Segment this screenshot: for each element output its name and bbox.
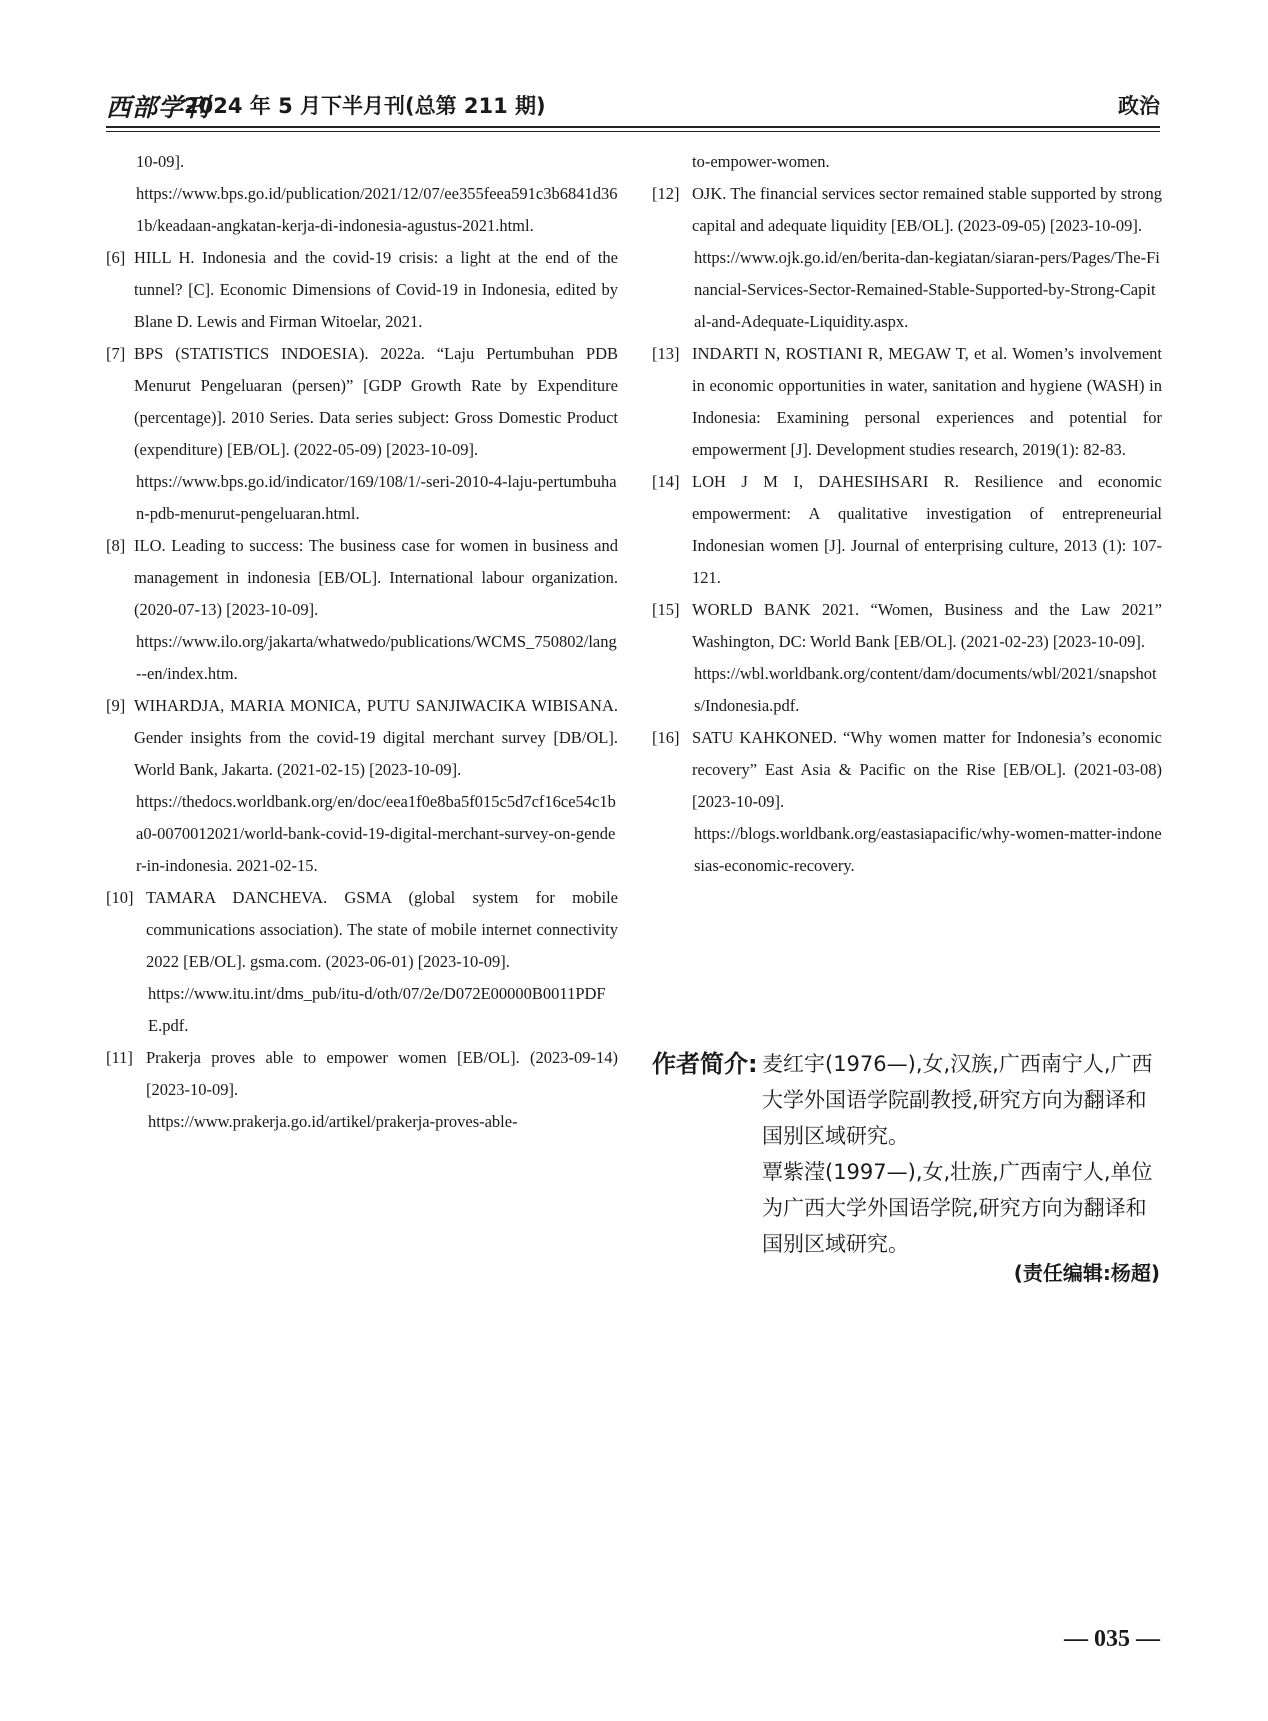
reference-14 (652, 466, 1162, 594)
ref5-continuation: 10-09]. (136, 152, 185, 171)
reference-url[interactable]: https://www.itu.int/dms_pub/itu-d/oth/07/2e/D072E00000B0011PDFE.pdf. (148, 984, 606, 1035)
reference-number: [15] (652, 600, 680, 619)
reference-text: BPS (STATISTICS INDOESIA). 2022a. “Laju Pertumbuhan PDB Menurut Pengeluaran (persen)” [GDP Growth Rate by Expenditure (percentage)]. 2010 Series. Data series subject: Gross Domestic Product (expenditure) [EB/OL]. (2022-05-09) [2023-10-09]. (134, 344, 618, 459)
reference-number: [11] (106, 1048, 133, 1067)
reference-16 (652, 722, 1162, 882)
reference-13 (652, 338, 1162, 466)
author-bio-label: 作者简介: (652, 1050, 758, 1078)
reference-15 (652, 594, 1162, 722)
journal-logo: 西部学刊 (106, 93, 211, 122)
reference-url[interactable]: https://wbl.worldbank.org/content/dam/documents/wbl/2021/snapshots/Indonesia.pdf. (694, 664, 1157, 715)
author-bio (652, 1046, 1164, 1262)
reference-number: [10] (106, 888, 134, 907)
reference-9 (106, 690, 618, 882)
author-2-bio: 覃紫滢(1997—),女,壮族,广西南宁人,单位为广西大学外国语学院,研究方向为翻译和国别区域研究。 (762, 1160, 1153, 1256)
reference-text: ILO. Leading to success: The business case for women in business and management in indonesia [EB/OL]. International labour organization. (2020-07-13) [2023-10-09]. (134, 536, 618, 619)
reference-number: [8] (106, 536, 126, 555)
reference-number: [16] (652, 728, 680, 747)
author-bio-text (762, 1046, 1164, 1262)
issue-info: 2024 年 5 月下半月刊(总第 211 期) (184, 94, 546, 118)
responsible-editor: (责任编辑:杨超) (1013, 1261, 1160, 1285)
reference-7 (106, 338, 618, 530)
reference-12 (652, 178, 1162, 338)
reference-text: Prakerja proves able to empower women [EB/OL]. (2023-09-14) [2023-10-09]. (146, 1048, 618, 1099)
reference-text: LOH J M I, DAHESIHSARI R. Resilience and economic empowerment: A qualitative investigation of entrepreneurial Indonesian women [J]. Journal of enterprising culture, 2013 (1): 107-121. (692, 472, 1162, 587)
reference-number: [9] (106, 696, 126, 715)
references-right-column (652, 146, 1162, 882)
reference-text: HILL H. Indonesia and the covid-19 crisis: a light at the end of the tunnel? [C]. Economic Dimensions of Covid-19 in Indonesia, edited by Blane D. Lewis and Firman Witoelar, 2021. (134, 248, 618, 331)
reference-text: TAMARA DANCHEVA. GSMA (global system for mobile communications association). The state of mobile internet connectivity 2022 [EB/OL]. gsma.com. (2023-06-01) [2023-10-09]. (146, 888, 618, 971)
references-left-column (106, 146, 618, 1138)
reference-text: SATU KAHKONED. “Why women matter for Indonesia’s economic recovery” East Asia & Pacific on the Rise [EB/OL]. (2021-03-08) [2023-10-09]. (692, 728, 1162, 811)
reference-number: [14] (652, 472, 680, 491)
reference-url[interactable]: https://blogs.worldbank.org/eastasiapacific/why-women-matter-indonesias-economic-recovery. (694, 824, 1162, 875)
reference-url[interactable]: https://www.bps.go.id/indicator/169/108/1/-seri-2010-4-laju-pertumbuhan-pdb-menurut-pengeluaran.html. (136, 472, 617, 523)
reference-url[interactable]: https://www.ilo.org/jakarta/whatwedo/publications/WCMS_750802/lang--en/index.htm. (136, 632, 617, 683)
ref11-url-continuation[interactable]: to-empower-women. (692, 152, 830, 171)
reference-number: [7] (106, 344, 126, 363)
ref5-url[interactable]: https://www.bps.go.id/publication/2021/12/07/ee355feea591c3b6841d361b/keadaan-angkatan-kerja-di-indonesia-agustus-2021.html. (136, 184, 618, 235)
reference-url[interactable]: https://thedocs.worldbank.org/en/doc/eea1f0e8ba5f015c5d7cf16ce54c1ba0-0070012021/world-bank-covid-19-digital-merchant-survey-on-gender-in-indonesia. 2021-02-15. (136, 792, 616, 875)
page-number: — 035 — (1064, 1626, 1160, 1652)
reference-6 (106, 242, 618, 338)
running-header (106, 86, 1160, 122)
reference-url[interactable]: https://www.prakerja.go.id/artikel/prakerja-proves-able- (148, 1112, 518, 1131)
reference-number: [12] (652, 184, 680, 203)
header-rule (106, 126, 1160, 132)
reference-8 (106, 530, 618, 690)
reference-number: [13] (652, 344, 680, 363)
author-1-bio: 麦红宇(1976—),女,汉族,广西南宁人,广西大学外国语学院副教授,研究方向为翻译和国别区域研究。 (762, 1052, 1153, 1148)
reference-10 (106, 882, 618, 1042)
reference-text: WIHARDJA, MARIA MONICA, PUTU SANJIWACIKA WIBISANA. Gender insights from the covid-19 digital merchant survey [DB/OL]. World Bank, Jakarta. (2021-02-15) [2023-10-09]. (134, 696, 618, 779)
reference-11 (106, 1042, 618, 1138)
section-title: 政治 (1118, 94, 1160, 118)
reference-text: INDARTI N, ROSTIANI R, MEGAW T, et al. Women’s involvement in economic opportunities in water, sanitation and hygiene (WASH) in Indonesia: Examining personal experiences and potential for empowerment [J]. Development studies research, 2019(1): 82-83. (692, 344, 1162, 459)
reference-number: [6] (106, 248, 126, 267)
reference-url[interactable]: https://www.ojk.go.id/en/berita-dan-kegiatan/siaran-pers/Pages/The-Financial-Services-Sector-Remained-Stable-Supported-by-Strong-Capital-and-Adequate-Liquidity.aspx. (694, 248, 1160, 331)
reference-text: WORLD BANK 2021. “Women, Business and the Law 2021” Washington, DC: World Bank [EB/OL]. (2021-02-23) [2023-10-09]. (692, 600, 1162, 651)
reference-text: OJK. The financial services sector remained stable supported by strong capital and adequate liquidity [EB/OL]. (2023-09-05) [2023-10-09]. (692, 184, 1162, 235)
